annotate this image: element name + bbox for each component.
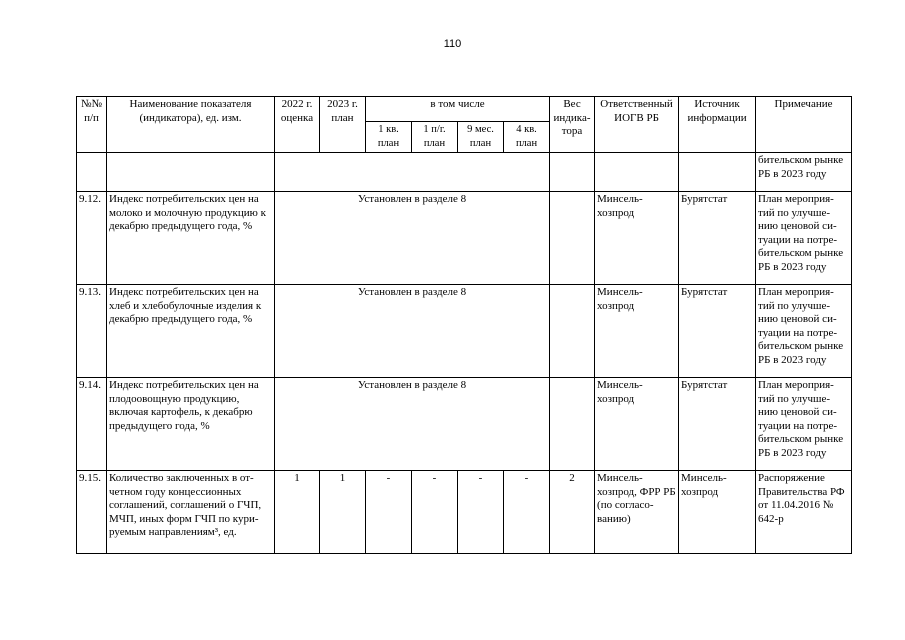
- table-row: [77, 471, 852, 554]
- row-q1: -: [366, 471, 412, 554]
- header-num: №№ п/п: [77, 97, 107, 153]
- row-responsible: Минсель-хозпрод: [595, 285, 679, 378]
- row-source: Бурятстат: [679, 285, 756, 378]
- header-weight: Вес индика-тора: [550, 97, 595, 153]
- header-9m: 9 мес. план: [458, 122, 504, 153]
- row-merged: Установлен в разделе 8: [275, 192, 550, 285]
- row-num: 9.12.: [77, 192, 107, 285]
- row-responsible: Минсель-хозпрод: [595, 378, 679, 471]
- row-merged: Установлен в разделе 8: [275, 285, 550, 378]
- row-9m: -: [458, 471, 504, 554]
- header-q1: 1 кв. план: [366, 122, 412, 153]
- table-row: [77, 153, 852, 192]
- row-name: Количество заключенных в от-четном году концессионных соглашений, соглашений о ГЧП, МЧП, иных форм ГЧП по кури-руемым направлениям³, ед.: [107, 471, 275, 554]
- row-merged: Установлен в разделе 8: [275, 378, 550, 471]
- header-h1: 1 п/г. план: [412, 122, 458, 153]
- row-2023: 1: [320, 471, 366, 554]
- row-num: 9.14.: [77, 378, 107, 471]
- row-source: Бурятстат: [679, 192, 756, 285]
- row-note: План мероприя-тий по улучше-нию ценовой си-туации на потре-бительском рынке РБ в 2023 году: [756, 378, 852, 471]
- row-weight: 2: [550, 471, 595, 554]
- header-responsible: Ответственный ИОГВ РБ: [595, 97, 679, 153]
- page-number: 110: [443, 38, 462, 50]
- row-h1: -: [412, 471, 458, 554]
- table-row: [77, 378, 852, 471]
- row-note: План мероприя-тий по улучше-нию ценовой си-туации на потре-бительском рынке РБ в 2023 году: [756, 285, 852, 378]
- row-name: Индекс потребительских цен на молоко и молочную продукцию к декабрю предыдущего года, %: [107, 192, 275, 285]
- header-2023: 2023 г. план: [320, 97, 366, 153]
- header-row: [77, 97, 852, 122]
- row-2022: 1: [275, 471, 320, 554]
- row-note: Распоряжение Правительства РФ от 11.04.2016 № 642-р: [756, 471, 852, 554]
- indicators-table: [76, 96, 852, 554]
- header-2022: 2022 г. оценка: [275, 97, 320, 153]
- row-note: План мероприя-тий по улучше-нию ценовой си-туации на потре-бительском рынке РБ в 2023 году: [756, 192, 852, 285]
- row-source: Бурятстат: [679, 378, 756, 471]
- row-num: 9.13.: [77, 285, 107, 378]
- continuation-note: бительском рынке РБ в 2023 году: [756, 153, 852, 192]
- header-in-total: в том числе: [366, 97, 550, 122]
- row-num: 9.15.: [77, 471, 107, 554]
- row-q4: -: [504, 471, 550, 554]
- row-name: Индекс потребительских цен на плодоовощную продукцию, включая картофель, к декабрю предыдущего года, %: [107, 378, 275, 471]
- header-name: Наименование показателя (индикатора), ед. изм.: [107, 97, 275, 153]
- row-responsible: Минсель-хозпрод: [595, 192, 679, 285]
- table-row: [77, 192, 852, 285]
- row-responsible: Минсель-хозпрод, ФРР РБ (по согласо-ванию): [595, 471, 679, 554]
- header-q4: 4 кв. план: [504, 122, 550, 153]
- row-source: Минсель-хозпрод: [679, 471, 756, 554]
- header-note: Примечание: [756, 97, 852, 153]
- row-name: Индекс потребительских цен на хлеб и хлебобулочные изделия к декабрю предыдущего года, %: [107, 285, 275, 378]
- header-source: Источник информации: [679, 97, 756, 153]
- table-row: [77, 285, 852, 378]
